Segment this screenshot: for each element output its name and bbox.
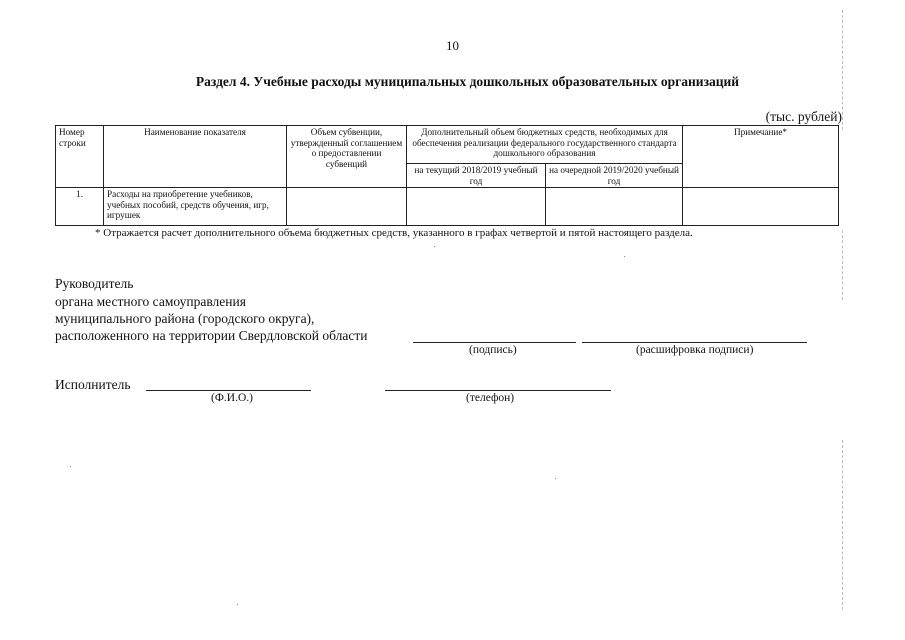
header-indicator: Наименование показателя — [104, 126, 287, 188]
signer-line-1: Руководитель — [55, 276, 134, 291]
row-number-cell: 1. — [56, 188, 104, 226]
scan-speck — [434, 246, 435, 247]
scan-speck — [624, 256, 625, 257]
header-next-year: на очередной 2019/2020 учебный год — [546, 164, 683, 188]
signature-decode-caption: (расшифровка подписи) — [636, 344, 754, 356]
page-number: 10 — [446, 38, 459, 53]
footnote: * Отражается расчет дополнительного объема бюджетных средств, указанного в графах четвертой и пятой настоящего раздела. — [95, 227, 693, 239]
indicator-cell: Расходы на приобретение учебников, учебных пособий, средств обучения, игр, игрушек — [104, 188, 287, 226]
section-title: Раздел 4. Учебные расходы муниципальных дошкольных образовательных организаций — [195, 74, 740, 89]
units-label: (тыс. рублей) — [765, 109, 842, 124]
header-row-number: Номер строки — [56, 126, 104, 188]
header-current-year: на текущий 2018/2019 учебный год — [407, 164, 546, 188]
scan-speck — [70, 466, 71, 467]
signer-line-2: органа местного самоуправления — [55, 294, 246, 309]
subvention-cell — [287, 188, 407, 226]
executor-phone-line — [385, 390, 611, 391]
signer-line-4: расположенного на территории Свердловской области — [55, 328, 368, 343]
report-table — [55, 125, 839, 226]
note-cell — [683, 188, 839, 226]
signature-decode-line — [582, 342, 807, 343]
scan-speck — [237, 604, 238, 605]
scan-speck — [555, 478, 556, 479]
scan-edge-mark — [842, 230, 843, 300]
signer-line-3: муниципального района (городского округа), — [55, 311, 315, 326]
executor-phone-caption: (телефон) — [466, 392, 515, 404]
header-subvention: Объем субвенции, утвержденный соглашением о предоставлении субвенций — [287, 126, 407, 188]
scan-edge-mark — [842, 440, 843, 610]
current-year-cell — [407, 188, 546, 226]
scan-edge-mark — [842, 10, 843, 130]
executor-name-line — [146, 390, 311, 391]
executor-name-caption: (Ф.И.О.) — [211, 392, 253, 404]
header-additional-volume: Дополнительный объем бюджетных средств, необходимых для обеспечения реализации федерального государственного стандарта дошкольного образования — [407, 126, 683, 164]
executor-label: Исполнитель — [55, 377, 131, 392]
next-year-cell — [546, 188, 683, 226]
signature-line — [413, 342, 576, 343]
signature-caption: (подпись) — [469, 344, 517, 356]
header-note: Примечание* — [683, 126, 839, 188]
table-row — [56, 188, 839, 226]
